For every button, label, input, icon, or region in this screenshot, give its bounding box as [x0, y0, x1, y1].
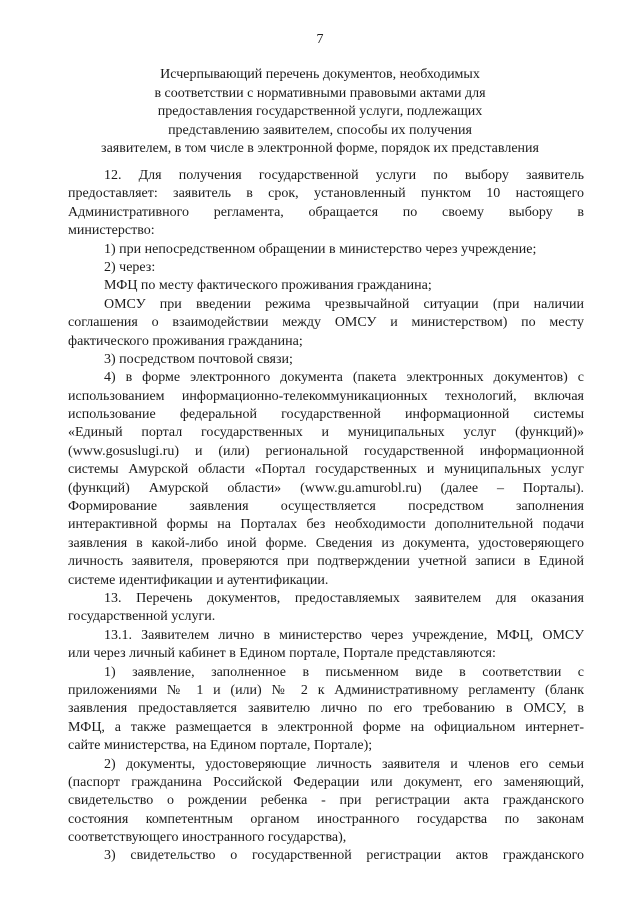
- text-line: свидетельство о рождении ребенка - при регистрации акта гражданского: [68, 793, 584, 809]
- text-line: Формирование заявления осуществляется посредством заполнения: [68, 499, 584, 515]
- text-line: соответствующего иностранного государства),: [68, 830, 347, 846]
- paragraph: [0, 756, 640, 848]
- text-line: фактического проживания гражданина;: [68, 333, 303, 349]
- paragraph: [0, 167, 640, 241]
- text-line: министерство:: [68, 223, 155, 239]
- text-line: (функций) Амурской области» (www.gu.amurobl.ru) (далее – Порталы).: [68, 480, 584, 496]
- text-line: 4) в форме электронного документа (пакета электронных документов) с: [104, 370, 584, 386]
- text-line: сайте министерства, на Едином портале, Портале);: [68, 738, 373, 754]
- paragraph: [0, 351, 640, 369]
- text-line: 3) посредством почтовой связи;: [104, 351, 293, 367]
- text-line: или через личный кабинет в Едином портале, Портале представляются:: [68, 646, 496, 662]
- text-line: Административного регламента, обращается по своему выбору в: [68, 204, 584, 220]
- text-line: приложениями № 1 и (или) № 2 к Административному регламенту (бланк: [68, 682, 584, 698]
- text-line: 3) свидетельство о государственной регистрации актов гражданского: [104, 848, 584, 864]
- text-line: (www.gosuslugi.ru) и (или) региональной государственной информационной: [68, 443, 584, 459]
- text-line: использование федеральной государственной информационной системы: [68, 407, 584, 423]
- paragraph: [0, 369, 640, 590]
- text-line: состояния компетентным органом иностранного государства по законам: [68, 811, 584, 827]
- page-number: 7: [316, 32, 324, 47]
- text-line: использованием информационно-телекоммуникационных технологий, включая: [68, 388, 584, 404]
- section-heading: [60, 66, 580, 159]
- heading-line: заявителем, в том числе в электронной форме, порядок их представления: [101, 141, 539, 157]
- heading-line: предоставления государственной услуги, подлежащих: [157, 104, 483, 120]
- paragraph: [0, 664, 640, 756]
- text-line: заявления предоставляется заявителю лично по его требованию в ОМСУ, в: [68, 701, 584, 717]
- paragraph: [0, 627, 640, 664]
- text-line: (паспорт гражданина Российской Федерации или документ, его заменяющий,: [68, 774, 584, 790]
- text-line: системе идентификации и аутентификации.: [68, 572, 329, 588]
- text-line: 2) документы, удостоверяющие личность заявителя и членов его семьи: [104, 756, 584, 772]
- text-line: предоставляет: заявитель в срок, установленный пунктом 10 настоящего: [68, 186, 584, 202]
- heading-line: представлению заявителем, способы их получения: [168, 122, 472, 138]
- text-line: 13. Перечень документов, предоставляемых заявителем для оказания: [104, 590, 584, 606]
- heading-line: Исчерпывающий перечень документов, необходимых: [160, 67, 480, 82]
- text-line: МФЦ по месту фактического проживания гражданина;: [104, 278, 432, 294]
- text-line: соглашения о взаимодействии между ОМСУ и министерством) по месту: [68, 315, 584, 331]
- text-line: системы Амурской области «Портал государственных и муниципальных услуг: [68, 462, 584, 478]
- paragraph: [0, 259, 640, 277]
- text-line: личность заявителя, проверяются при подтверждении учетной записи в Единой: [68, 554, 584, 570]
- text-line: «Единый портал государственных и муниципальных услуг (функций)»: [68, 425, 584, 441]
- text-line: 1) заявление, заполненное в письменном виде в соответствии с: [104, 664, 584, 680]
- text-line: ОМСУ при введении режима чрезвычайной ситуации (при наличии: [104, 296, 584, 312]
- paragraph: [0, 277, 640, 295]
- text-line: 12. Для получения государственной услуги по выбору заявитель: [104, 168, 584, 183]
- paragraph: [0, 241, 640, 259]
- paragraph: [0, 590, 640, 627]
- text-line: 13.1. Заявителем лично в министерство через учреждение, МФЦ, ОМСУ: [104, 627, 584, 643]
- heading-line: в соответствии с нормативными правовыми актами для: [154, 85, 486, 101]
- text-line: 1) при непосредственном обращении в министерство через учреждение;: [104, 241, 537, 257]
- text-line: заявления в какой-либо иной форме. Сведения из документа, удостоверяющего: [68, 535, 584, 551]
- paragraph: [0, 296, 640, 351]
- text-line: интерактивной формы на Порталах без необходимости дополнительной подачи: [68, 517, 584, 533]
- document-body: [0, 167, 640, 866]
- paragraph: [0, 847, 640, 865]
- text-line: МФЦ, а также размещается в электронной форме на официальном интернет-: [68, 719, 584, 735]
- text-line: государственной услуги.: [68, 609, 216, 625]
- text-line: 2) через:: [104, 259, 156, 275]
